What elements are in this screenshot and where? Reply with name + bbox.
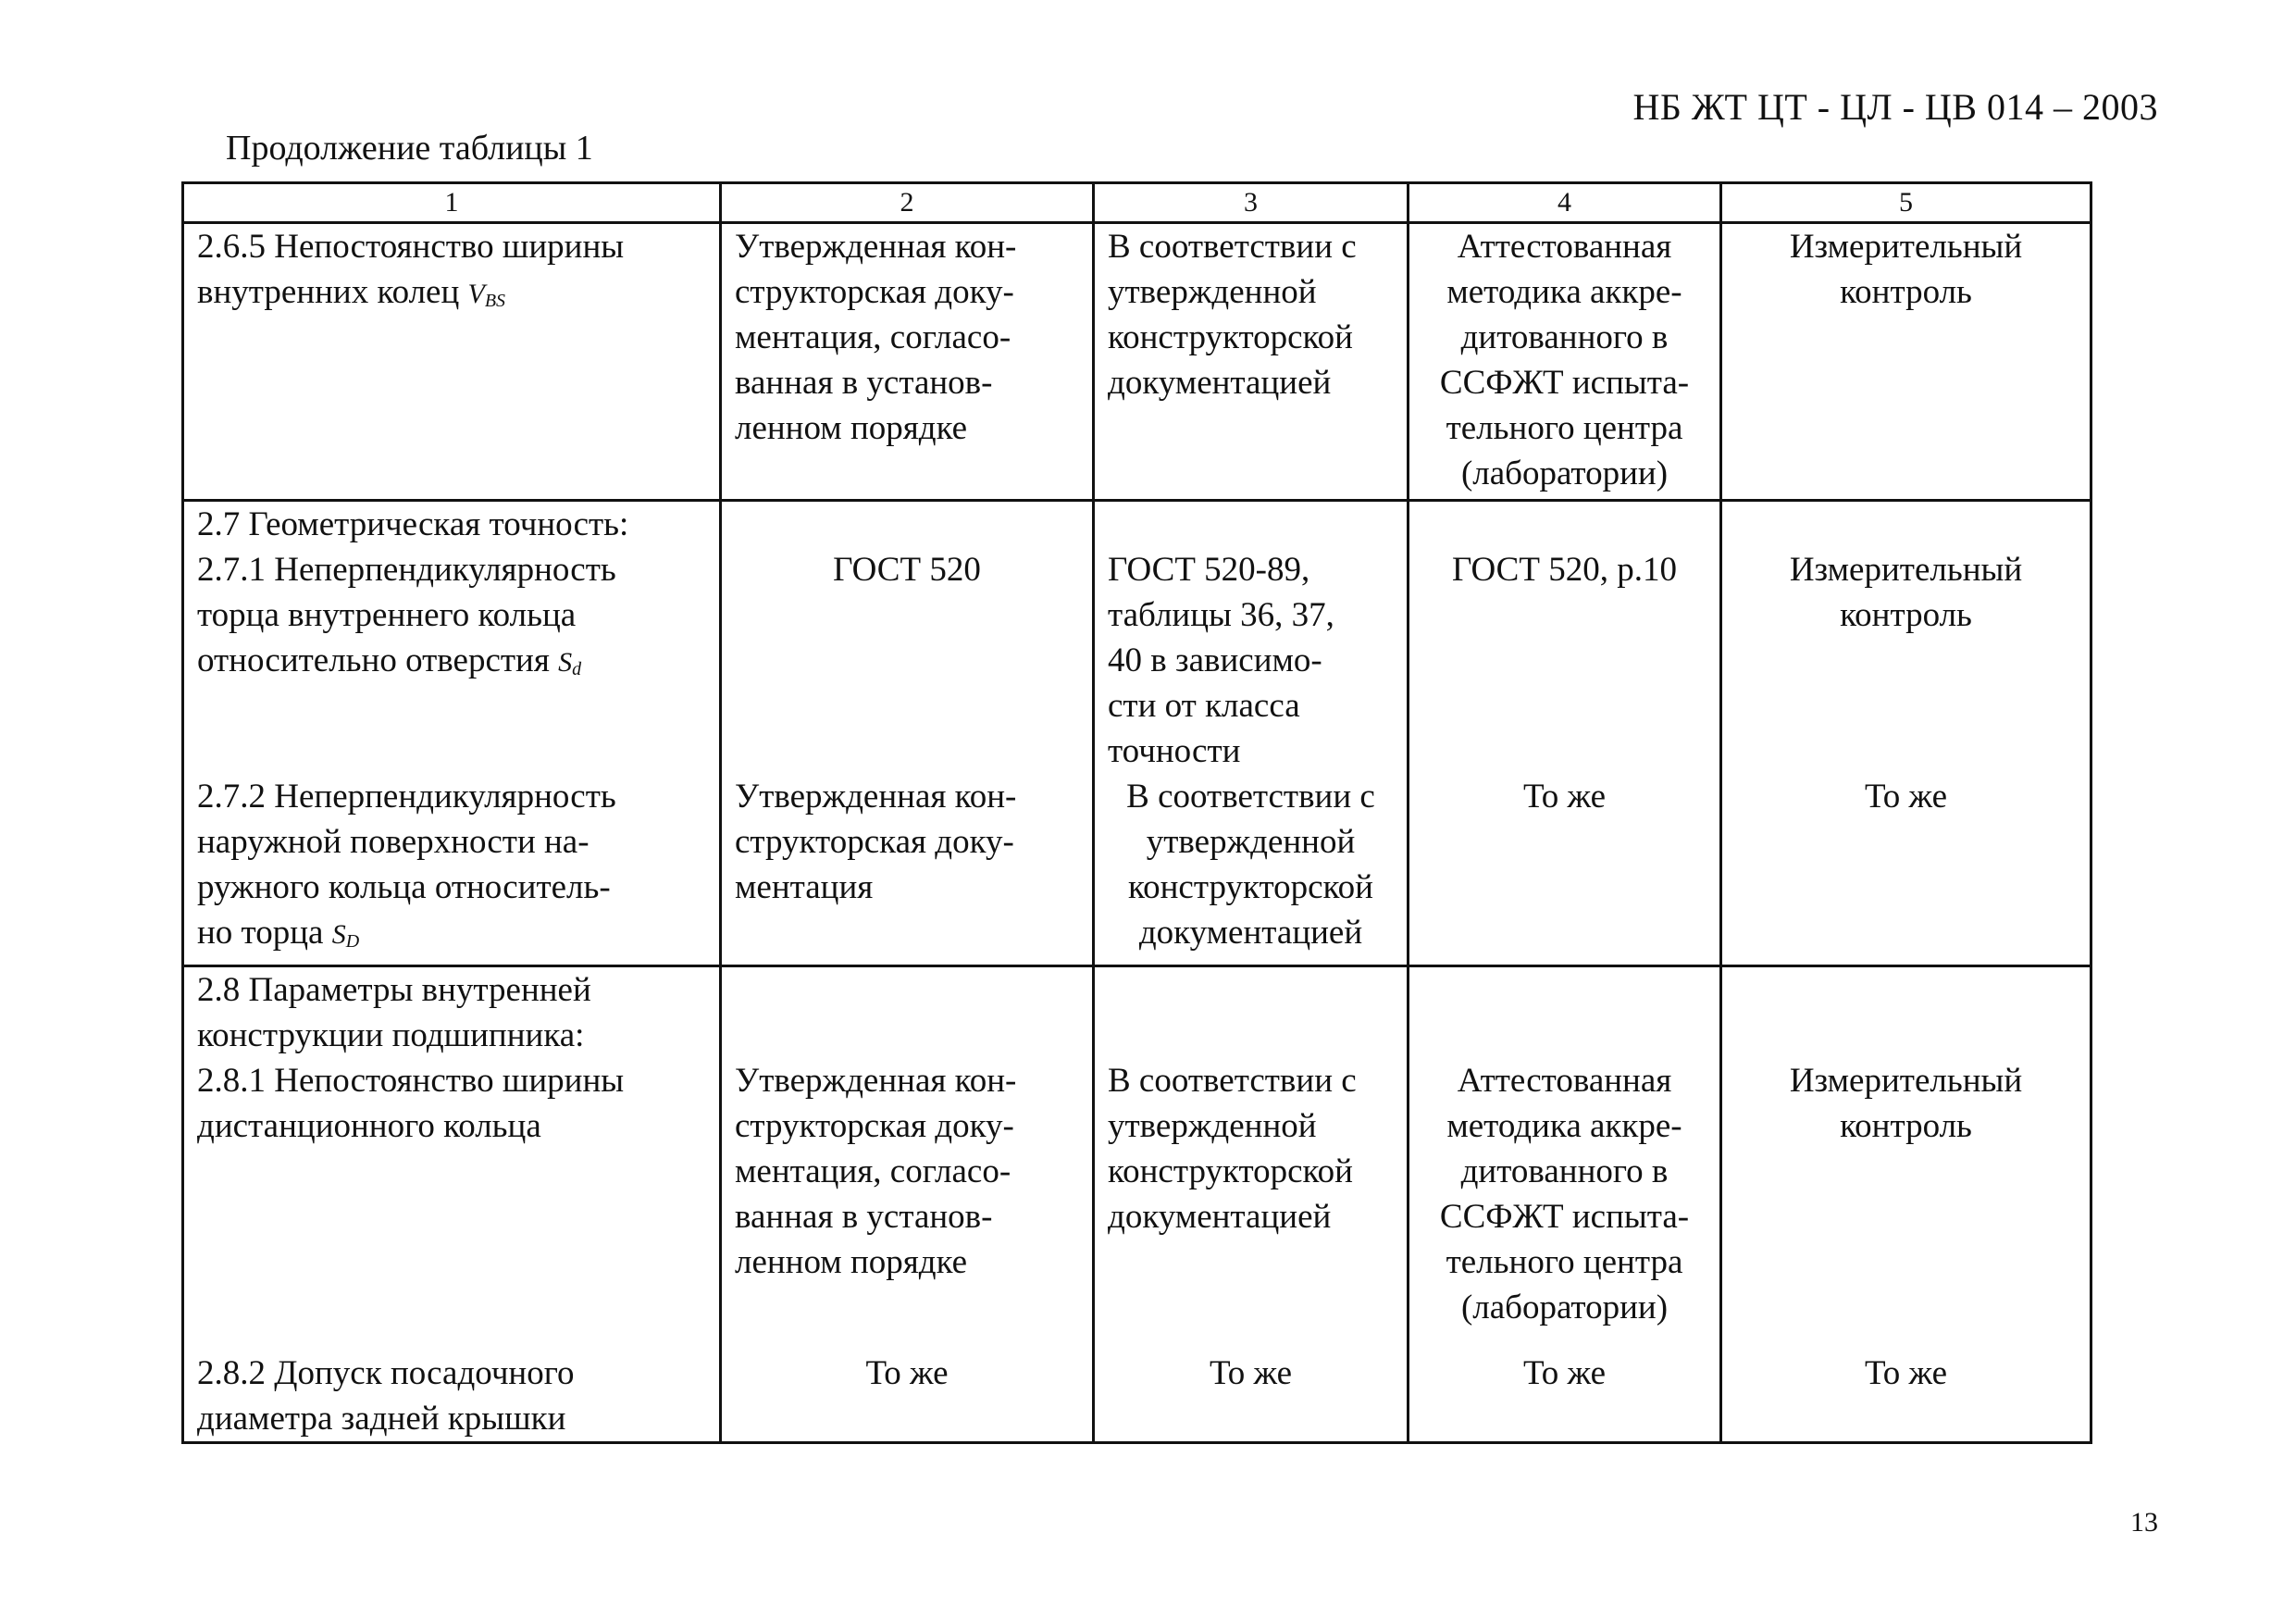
table-cell-col1 (183, 501, 721, 775)
cell-line: ГОСТ 520 (833, 551, 981, 589)
table-cell-col3 (1094, 223, 1409, 501)
column-header-2: 2 (721, 183, 1094, 223)
table-cell-col5 (1721, 501, 2091, 775)
cell-line: контроль (1840, 596, 1972, 634)
cell-line: ленном порядке (735, 409, 968, 447)
cell-line: структорская доку- (735, 823, 1014, 861)
table-cell-col5 (1721, 1351, 2091, 1443)
cell-line: дитованного в (1460, 1152, 1669, 1190)
cell-line: конструкторской (1108, 1152, 1353, 1190)
cell-line: 2.7 Геометрическая точность: (197, 505, 629, 543)
cell-line: наружной поверхности на- (197, 823, 590, 861)
header-row (183, 183, 2091, 223)
cell-line: В соответствии с (1108, 1062, 1357, 1100)
table-cell-col2 (721, 501, 1094, 775)
cell-line: (лаборатории) (1460, 1289, 1669, 1326)
cell-line: 2.8.1 Непостоянство ширины (197, 1062, 625, 1100)
cell-line: То же (1864, 778, 1948, 816)
cell-line: 2.8.2 Допуск посадочного (197, 1353, 575, 1392)
cell-line: структорская доку- (735, 273, 1014, 311)
table-row (183, 966, 2091, 1351)
cell-line: утвержденной (1108, 273, 1317, 311)
cell-line: утвержденной (1146, 823, 1356, 861)
cell-line: Измерительный (1789, 551, 2023, 589)
table-cell-col4 (1409, 1351, 1721, 1443)
cell-line: То же (1864, 1353, 1948, 1392)
table-cell-col3 (1094, 774, 1409, 966)
cell-line: Аттестованная (1457, 1062, 1672, 1100)
cell-line: торца внутреннего кольца (197, 596, 577, 634)
cell-line: 2.7.2 Неперпендикулярность (197, 778, 616, 816)
cell-line: В соответствии с (1126, 778, 1375, 816)
cell-line: точности (1108, 732, 1241, 770)
table-cell-col4 (1409, 501, 1721, 775)
table-cell-col1 (183, 966, 721, 1351)
table-row (183, 223, 2091, 501)
table-cell-col5 (1721, 966, 2091, 1351)
symbol-subscript: D (345, 931, 360, 952)
column-header-4: 4 (1409, 183, 1721, 223)
cell-line: диаметра задней крышки (197, 1399, 566, 1438)
page-number: 13 (2130, 1507, 2158, 1538)
cell-line: Утвержденная кон- (735, 228, 1017, 266)
cell-line: ружного кольца относитель- (197, 868, 611, 906)
cell-line: сти от класса (1108, 687, 1300, 725)
symbol-base: S (558, 647, 573, 678)
cell-line: Измерительный (1789, 228, 2023, 266)
cell-line: ГОСТ 520-89, (1108, 551, 1310, 589)
cell-line: То же (1522, 778, 1607, 816)
cell-line: (лаборатории) (1460, 455, 1669, 492)
cell-line: таблицы 36, 37, (1108, 596, 1334, 634)
table-row (183, 501, 2091, 775)
cell-line: конструкции подшипника: (197, 1016, 585, 1054)
cell-line: ванная в установ- (735, 1198, 993, 1236)
cell-line: методика аккре- (1446, 1107, 1682, 1145)
cell-line: ГОСТ 520, р.10 (1452, 551, 1677, 589)
symbol-subscript: BS (484, 291, 506, 311)
symbol-base: S (331, 919, 346, 950)
table-row (183, 774, 2091, 966)
cell-line: Аттестованная (1457, 228, 1672, 266)
cell-line: контроль (1840, 273, 1972, 311)
cell-line: но торца SD (197, 914, 360, 952)
cell-line: документацией (1138, 914, 1363, 952)
table-cell-col3 (1094, 966, 1409, 1351)
table-cell-col2 (721, 1351, 1094, 1443)
cell-line: конструкторской (1128, 868, 1373, 906)
cell-line: ванная в установ- (735, 364, 993, 402)
cell-line: 40 в зависимо- (1108, 641, 1322, 679)
cell-line: Утвержденная кон- (735, 778, 1017, 816)
cell-line: методика аккре- (1446, 273, 1682, 311)
cell-line: ментация, согласо- (735, 1152, 1011, 1190)
cell-line: документацией (1108, 1198, 1332, 1236)
table-caption: Продолжение таблицы 1 (226, 129, 593, 168)
cell-line: В соответствии с (1108, 228, 1357, 266)
cell-line: дитованного в (1460, 318, 1669, 356)
table-cell-col2 (721, 774, 1094, 966)
table-cell-col4 (1409, 774, 1721, 966)
symbol-base: V (467, 279, 485, 309)
cell-line: ментация (735, 868, 874, 906)
column-header-1: 1 (183, 183, 721, 223)
cell-line: То же (865, 1353, 949, 1392)
table-cell-col1 (183, 223, 721, 501)
table-cell-col4 (1409, 223, 1721, 501)
cell-line: То же (1209, 1353, 1293, 1392)
cell-line: ленном порядке (735, 1243, 968, 1281)
cell-line: тельного центра (1446, 409, 1683, 447)
symbol-subscript: d (572, 659, 582, 679)
cell-line: Утвержденная кон- (735, 1062, 1017, 1100)
table-cell-col2 (721, 223, 1094, 501)
column-header-5: 5 (1721, 183, 2091, 223)
table-cell-col4 (1409, 966, 1721, 1351)
table-cell-col3 (1094, 1351, 1409, 1443)
cell-line: Измерительный (1789, 1062, 2023, 1100)
table-cell-col3 (1094, 501, 1409, 775)
cell-line: относительно отверстия Sd (197, 641, 582, 679)
cell-line: внутренних колец VBS (197, 273, 506, 311)
table-cell-col5 (1721, 223, 2091, 501)
cell-line: 2.7.1 Неперпендикулярность (197, 551, 616, 589)
cell-line: ССФЖТ испыта- (1439, 364, 1690, 402)
cell-line: То же (1522, 1353, 1607, 1392)
document-code: НБ ЖТ ЦТ - ЦЛ - ЦВ 014 – 2003 (1632, 86, 2158, 128)
cell-line: структорская доку- (735, 1107, 1014, 1145)
requirements-table (181, 181, 2092, 1444)
cell-line: 2.8 Параметры внутренней (197, 971, 591, 1009)
table-cell-col5 (1721, 774, 2091, 966)
cell-line: ССФЖТ испыта- (1439, 1198, 1690, 1236)
table-row (183, 1351, 2091, 1443)
table-cell-col1 (183, 1351, 721, 1443)
cell-line: конструкторской (1108, 318, 1353, 356)
column-header-3: 3 (1094, 183, 1409, 223)
table-cell-col2 (721, 966, 1094, 1351)
math-symbol (558, 647, 581, 678)
math-symbol (468, 279, 506, 309)
math-symbol (332, 919, 359, 950)
cell-line: дистанционного кольца (197, 1107, 541, 1145)
table-cell-col1 (183, 774, 721, 966)
table-container (181, 181, 2092, 1444)
cell-line: контроль (1840, 1107, 1972, 1145)
cell-line: ментация, согласо- (735, 318, 1011, 356)
cell-line: 2.6.5 Непостоянство ширины (197, 228, 625, 266)
cell-line: документацией (1108, 364, 1332, 402)
cell-line: тельного центра (1446, 1243, 1683, 1281)
cell-line: утвержденной (1108, 1107, 1317, 1145)
